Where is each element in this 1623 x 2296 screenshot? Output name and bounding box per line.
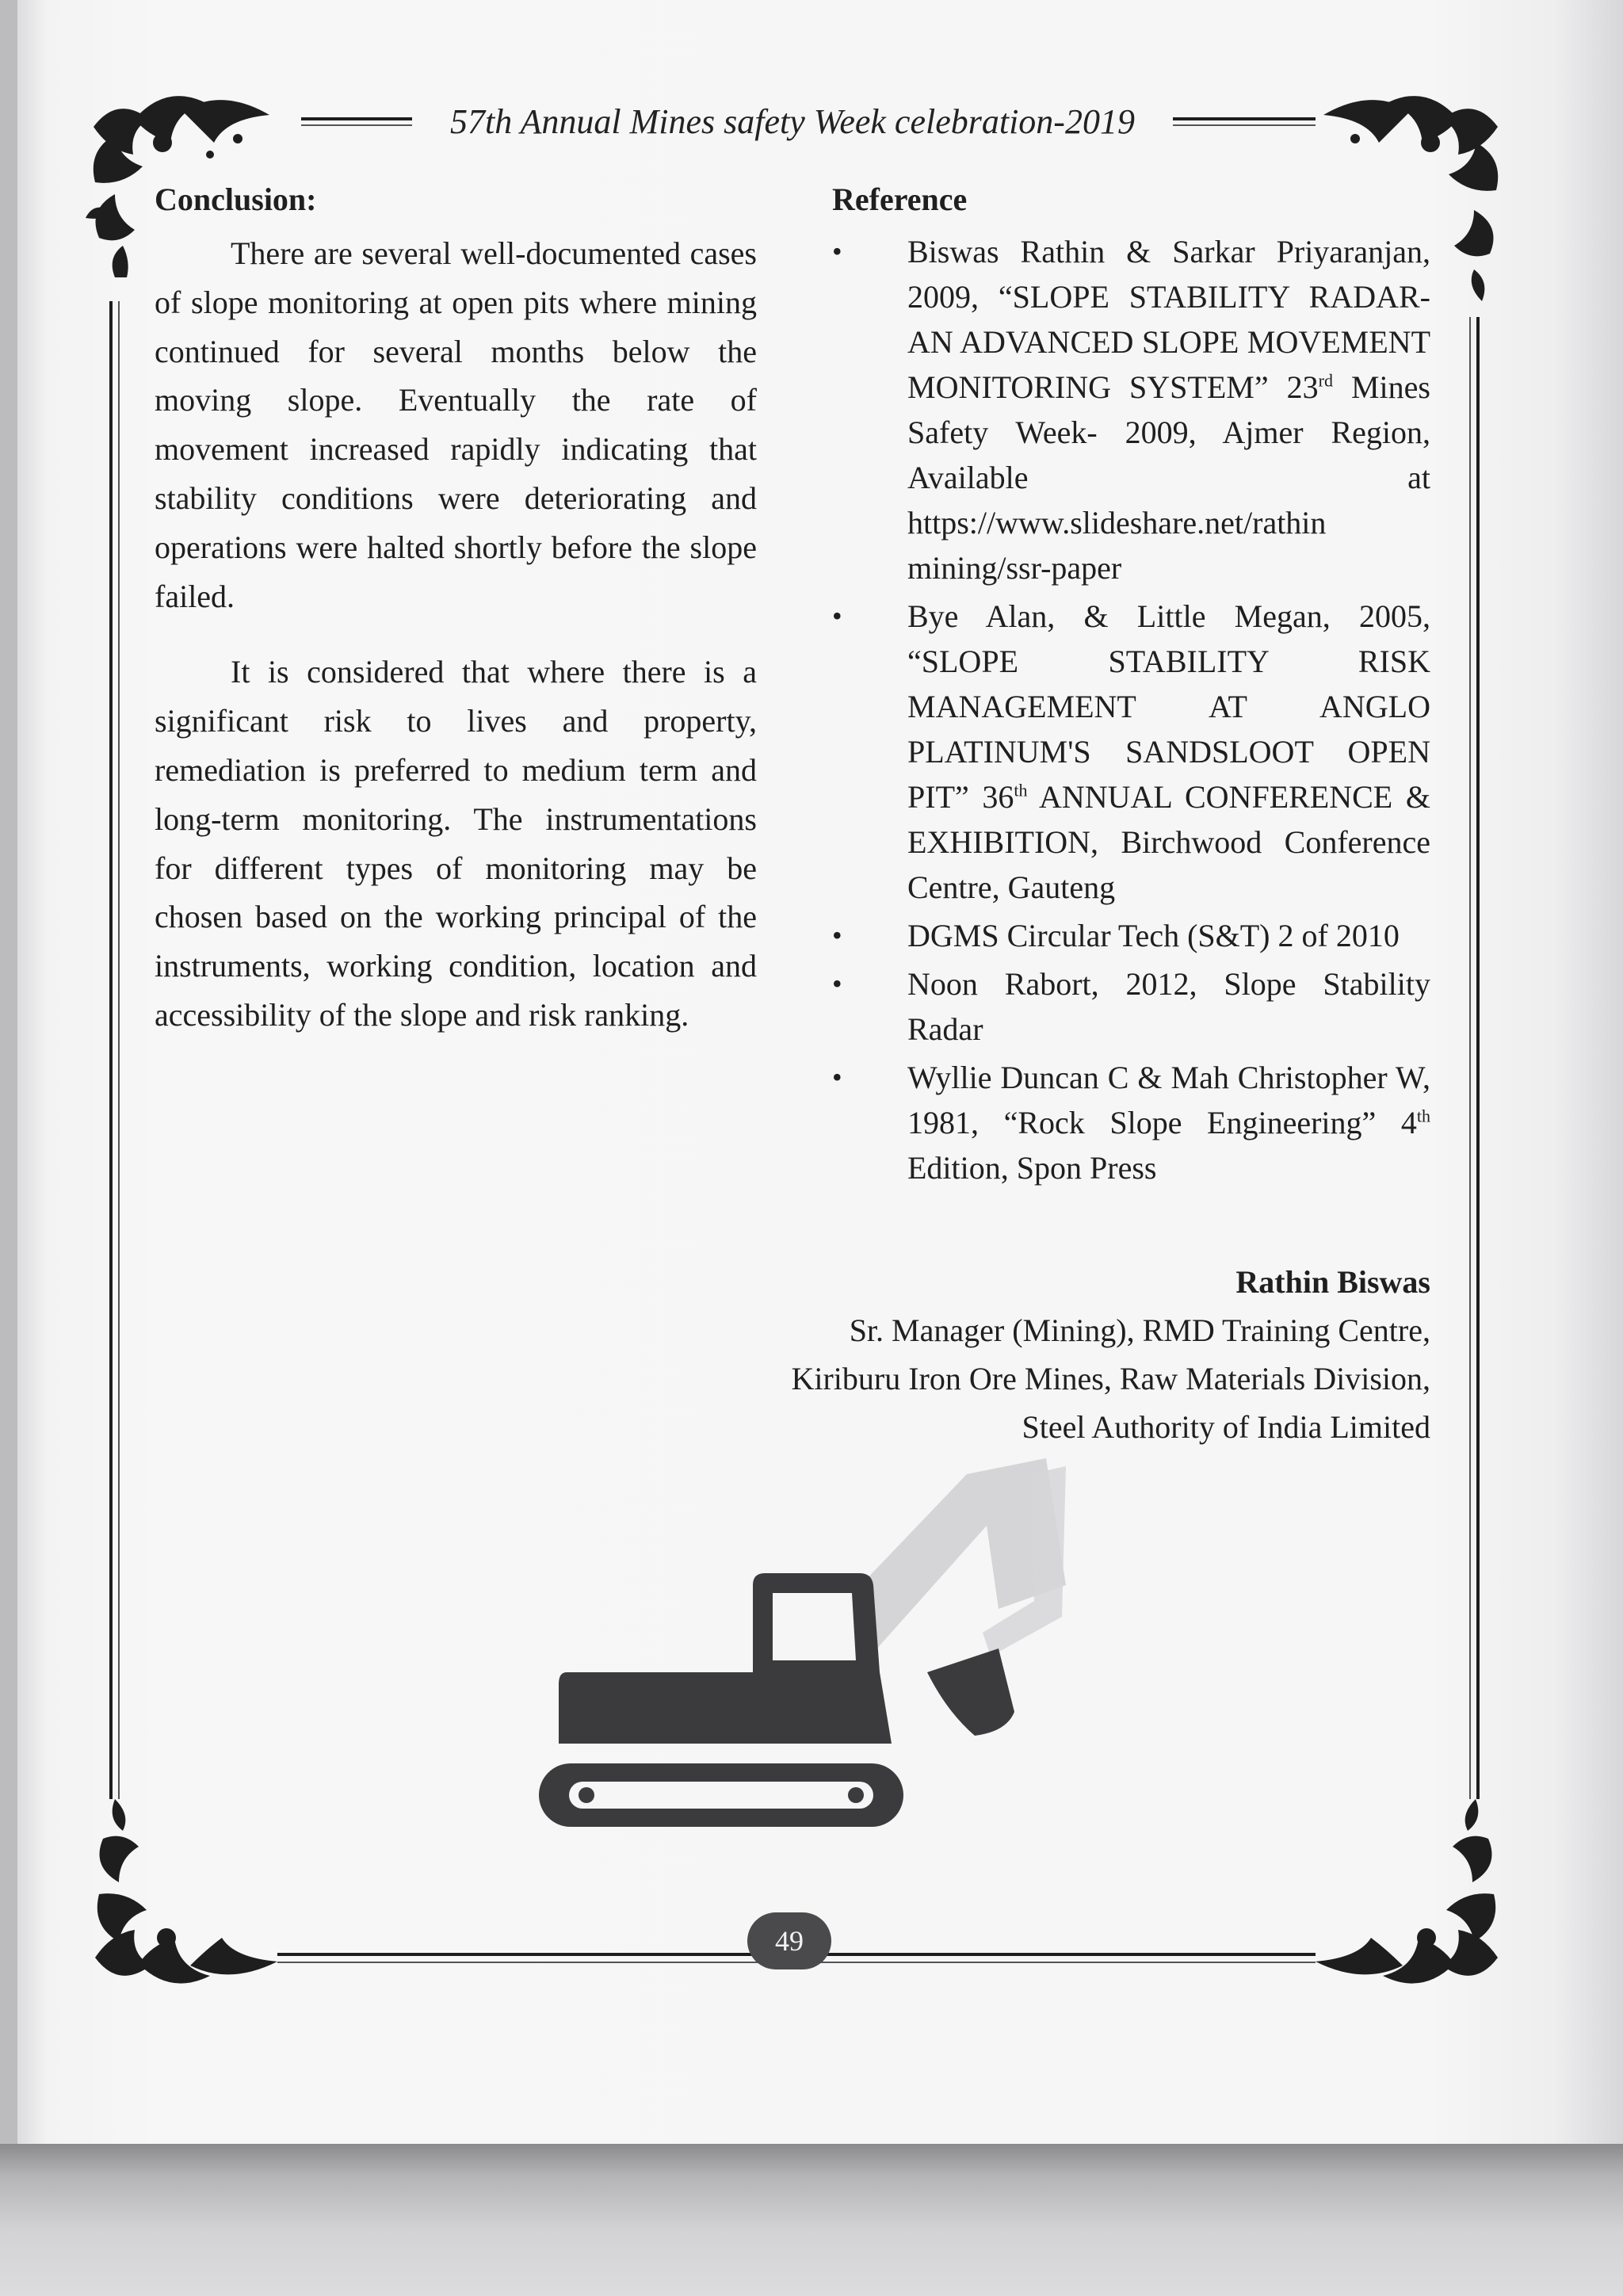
reference-item [832,913,1430,958]
header-title: 57th Annual Mines safety Week celebration-2019 [450,102,1135,141]
excavator-icon [539,1458,1066,1827]
reference-text: DGMS Circular Tech (S&T) 2 of 2010 [907,918,1400,953]
reference-superscript: rd [1318,370,1333,391]
reference-text: Wyllie Duncan C & Mah Christopher W, 1981, “Rock Slope Engineering” 4 [907,1060,1430,1140]
reference-text: Bye Alan, & Little Megan, 2005, “SLOPE STABILITY RISK MANAGEMENT AT ANGLO PLATINUM'S SANDSLOOT OPEN PIT” 36 [907,598,1430,815]
reference-item [832,1055,1430,1190]
reference-list [832,229,1430,1190]
author-company: Steel Authority of India Limited [1022,1409,1430,1445]
page-number: 49 [747,1912,831,1969]
author-name: Rathin Biswas [1235,1264,1430,1300]
conclusion-section [155,181,757,1040]
reference-superscript: th [1416,1106,1430,1126]
author-block [666,1258,1430,1451]
floral-corner-bottom-right [1316,1799,1498,1984]
reference-text: Noon Rabort, 2012, Slope Stability Radar [907,966,1430,1047]
bullet-icon: • [832,1061,842,1093]
bullet-icon: • [832,968,842,999]
author-organization: Kiriburu Iron Ore Mines, Raw Materials Division, [791,1361,1430,1396]
author-designation: Sr. Manager (Mining), RMD Training Centre, [849,1312,1430,1348]
reference-item [832,229,1430,590]
conclusion-paragraph-2: It is considered that where there is a significant risk to lives and property, remediation is preferred to medium term and long-term monitoring. The instrumentations for different types of monitoring may be chosen based on the working principal of the instruments, working condition, location and accessibility of the slope and risk ranking. [155,654,757,1033]
reference-item [832,961,1430,1052]
reference-section [832,181,1430,1194]
reference-text: Biswas Rathin & Sarkar Priyaranjan, 2009, “SLOPE STABILITY RADAR- AN ADVANCED SLOPE MOVEMENT MONITORING SYSTEM” 23 [907,234,1430,405]
reference-text-cont: Edition, Spon Press [907,1150,1157,1186]
reference-superscript: th [1014,780,1028,800]
bullet-icon: • [832,235,842,267]
bullet-icon: • [832,600,842,632]
conclusion-heading: Conclusion: [155,181,317,217]
conclusion-paragraph-1: There are several well-documented cases of slope monitoring at open pits where mining continued for several months below the moving slope. Eventually the rate of movement increased rapidly indicating that stability conditions were deteriorating and operations were halted shortly before the slope failed. [155,235,757,614]
reference-heading: Reference [832,181,968,217]
reference-text-cont: ANNUAL CONFERENCE & EXHIBITION, Birchwood Conference Centre, Gauteng [907,779,1430,905]
floral-corner-bottom-left [95,1799,277,1984]
reference-item [832,594,1430,910]
bullet-icon: • [832,919,842,951]
reference-text-cont: Mines Safety Week- 2009, Ajmer Region, Available at https://www.slideshare.net/rathin mining/ssr-paper [907,369,1430,586]
